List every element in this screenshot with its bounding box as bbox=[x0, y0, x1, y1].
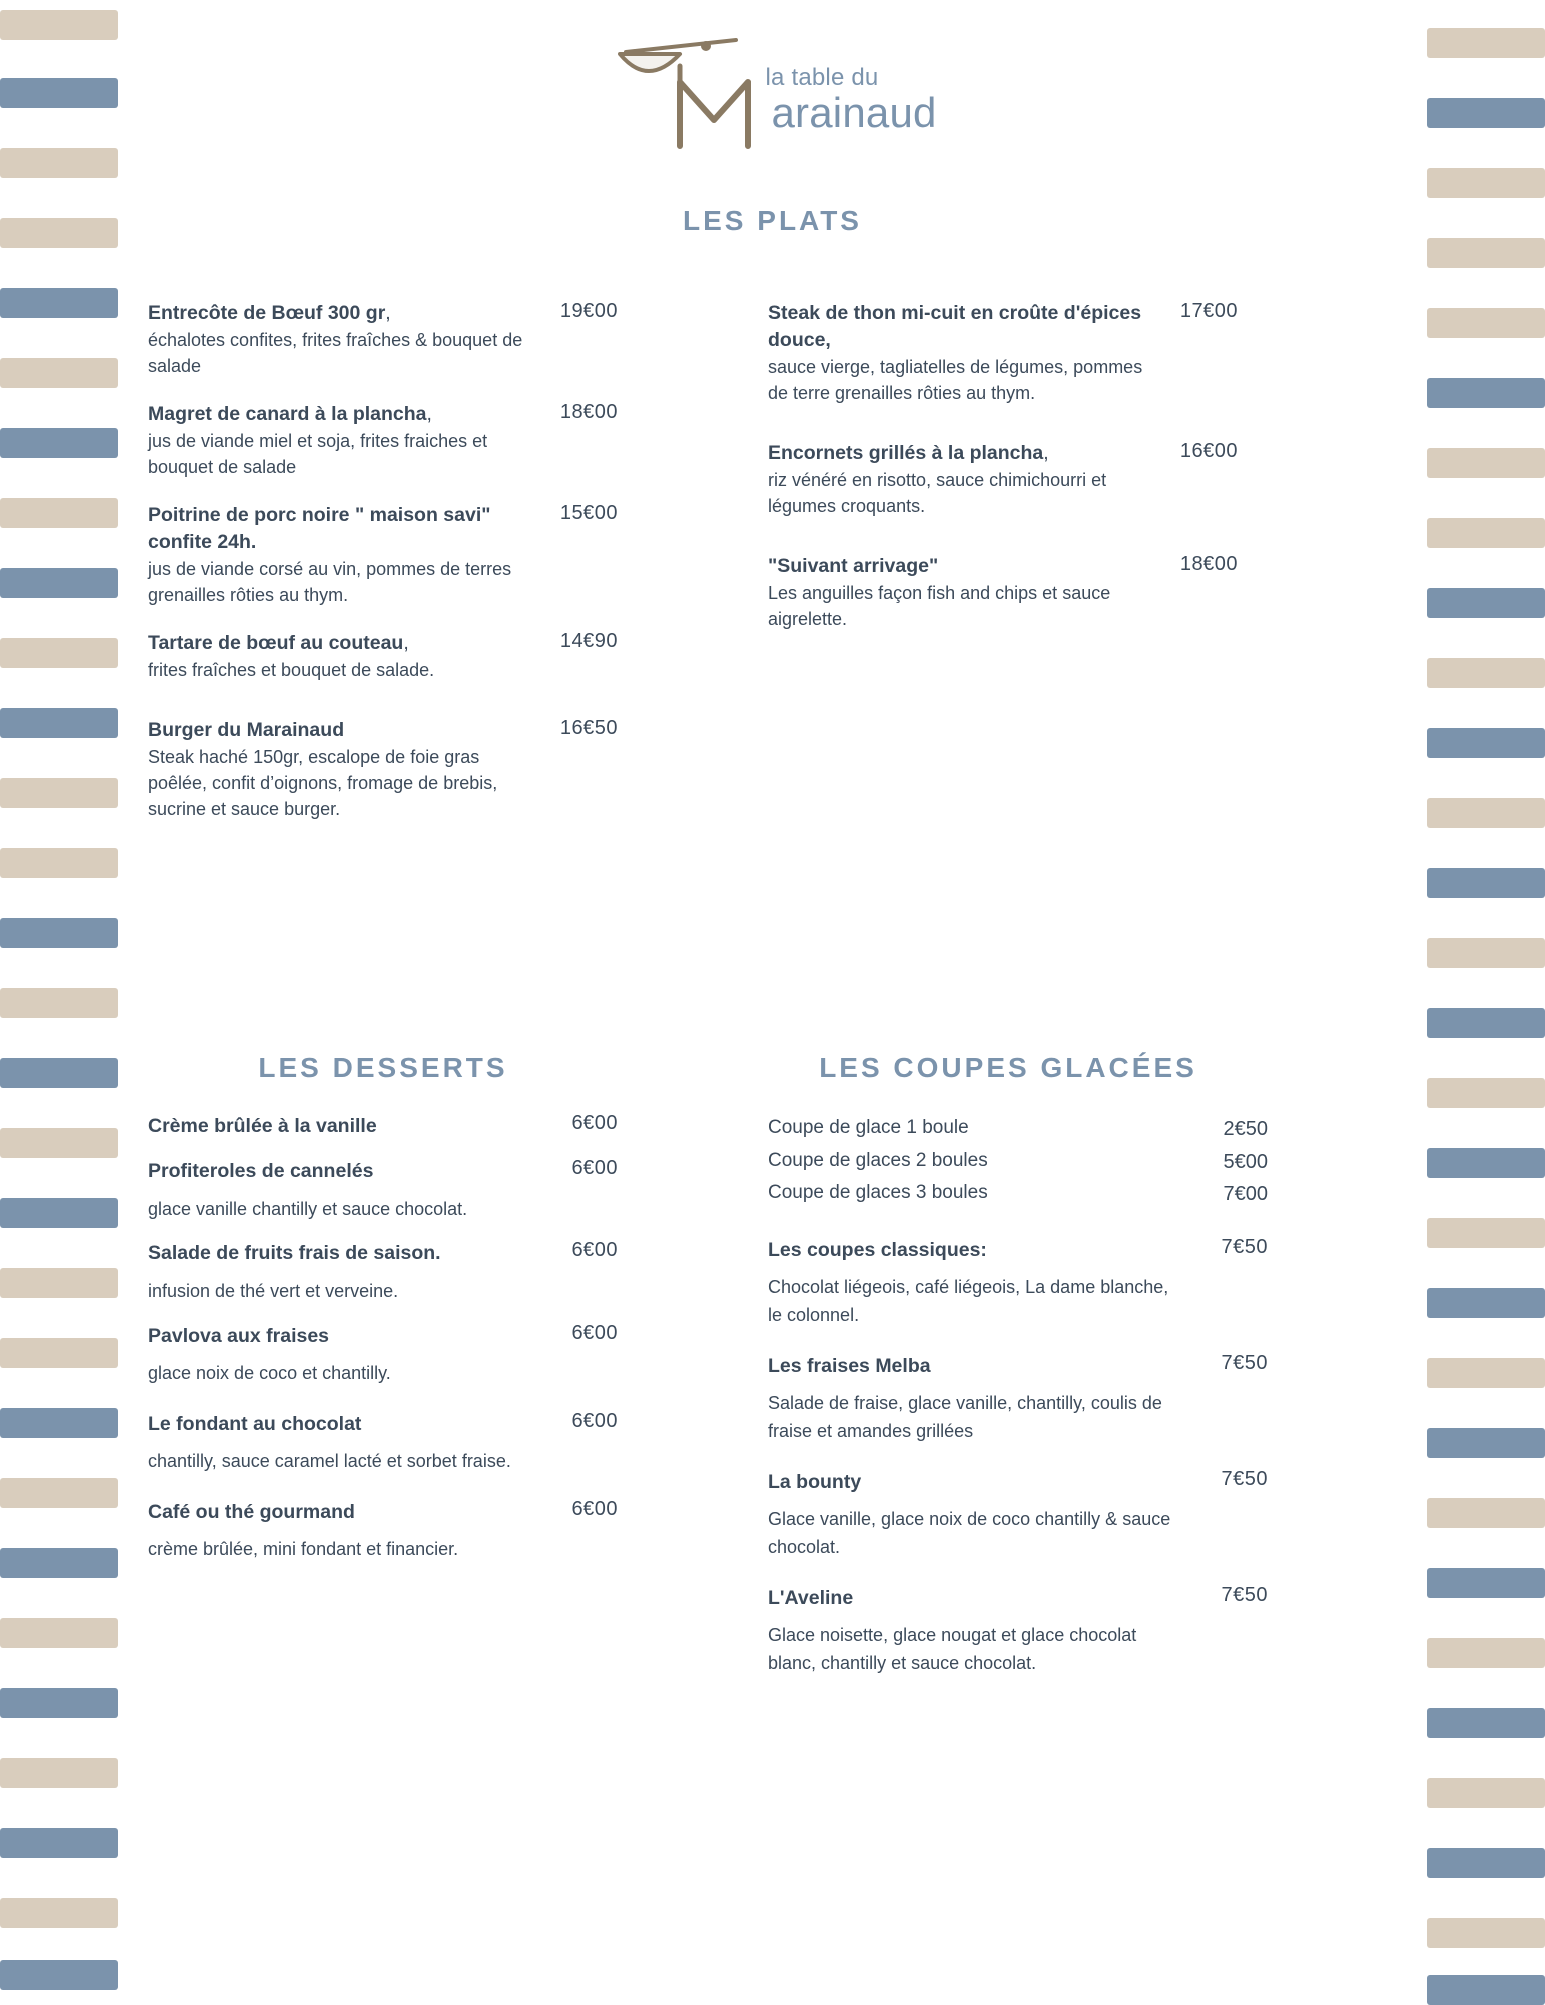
decorative-stripe bbox=[1427, 308, 1545, 338]
menu-item bbox=[148, 300, 618, 379]
menu-item bbox=[148, 1498, 618, 1564]
menu-page bbox=[118, 0, 1427, 2000]
decorative-stripe bbox=[1427, 1708, 1545, 1738]
decorative-stripe bbox=[1427, 1778, 1545, 1808]
menu-item-price: 2€50 bbox=[1223, 1118, 1268, 1140]
menu-item-price: 6€00 bbox=[571, 1239, 618, 1262]
menu-item-description: chantilly, sauce caramel lacté et sorbet fraise. bbox=[148, 1450, 511, 1471]
decorative-stripe bbox=[0, 778, 118, 808]
menu-item-name: Poitrine de porc noire " maison savi" confite 24h. bbox=[148, 504, 491, 554]
decorative-stripe bbox=[0, 1128, 118, 1158]
decorative-stripe bbox=[1427, 1638, 1545, 1668]
decorative-stripe bbox=[0, 1478, 118, 1508]
menu-item-price: 7€50 bbox=[1221, 1236, 1268, 1259]
decorative-stripe bbox=[0, 988, 118, 1018]
decorative-stripe bbox=[1427, 1498, 1545, 1528]
menu-item-name: Burger du Marainaud bbox=[148, 719, 345, 742]
decorative-stripes-right bbox=[1415, 0, 1545, 2000]
menu-item bbox=[148, 1112, 618, 1141]
decorative-stripe bbox=[0, 498, 118, 528]
menu-item bbox=[768, 1352, 1268, 1446]
decorative-stripe bbox=[1427, 1008, 1545, 1038]
menu-item bbox=[768, 440, 1238, 519]
decorative-stripe bbox=[0, 568, 118, 598]
menu-item-name: La bounty bbox=[768, 1471, 862, 1494]
menu-item-price: 7€50 bbox=[1221, 1468, 1268, 1491]
menu-item bbox=[768, 1468, 1268, 1562]
section-title-coupes-glacees: LES COUPES GLACÉES bbox=[819, 1052, 1197, 1083]
decorative-stripe bbox=[0, 1338, 118, 1368]
decorative-stripe bbox=[1427, 168, 1545, 198]
decorative-stripe bbox=[0, 1268, 118, 1298]
menu-item bbox=[768, 300, 1238, 406]
menu-item bbox=[148, 717, 618, 822]
decorative-stripe bbox=[1427, 1218, 1545, 1248]
decorative-stripe bbox=[1427, 1428, 1545, 1458]
menu-item-name: "Suivant arrivage" bbox=[768, 555, 939, 578]
decorative-stripe bbox=[1427, 1975, 1545, 2005]
menu-item-price: 18€00 bbox=[1179, 553, 1238, 576]
menu-item-name: Les coupes classiques: bbox=[768, 1239, 987, 1262]
menu-item-price: 7€50 bbox=[1221, 1352, 1268, 1375]
decorative-stripe bbox=[0, 918, 118, 948]
section-title-desserts: LES DESSERTS bbox=[258, 1052, 508, 1083]
decorative-stripe bbox=[0, 78, 118, 108]
decorative-stripe bbox=[1427, 1918, 1545, 1948]
menu-item-description: Glace vanille, glace noix de coco chantilly & sauce chocolat. bbox=[768, 1509, 1171, 1558]
menu-item-price: 15€00 bbox=[559, 502, 618, 525]
decorative-stripe bbox=[0, 1898, 118, 1928]
menu-item bbox=[768, 553, 1238, 632]
menu-item-name: Profiteroles de cannelés bbox=[148, 1160, 374, 1183]
list-item bbox=[768, 1112, 1268, 1145]
decorative-stripe bbox=[0, 358, 118, 388]
decorative-stripe bbox=[0, 1408, 118, 1438]
decorative-stripe bbox=[1427, 1848, 1545, 1878]
menu-item bbox=[148, 502, 618, 608]
coupes-simple-list bbox=[768, 1112, 1268, 1210]
menu-item-price: 17€00 bbox=[1179, 300, 1238, 322]
menu-item-price: 6€00 bbox=[571, 1112, 618, 1134]
decorative-stripe bbox=[0, 218, 118, 248]
decorative-stripe bbox=[0, 1960, 118, 1990]
decorative-stripe bbox=[1427, 98, 1545, 128]
menu-item-name: Salade de fruits frais de saison. bbox=[148, 1242, 441, 1265]
menu-item-description: Salade de fraise, glace vanille, chantilly, coulis de fraise et amandes grillées bbox=[768, 1393, 1162, 1442]
menu-item-name: Entrecôte de Bœuf 300 gr, bbox=[148, 302, 391, 324]
decorative-stripe bbox=[1427, 658, 1545, 688]
menu-item-price: 16€50 bbox=[559, 717, 618, 740]
menu-item-description: Glace noisette, glace nougat et glace chocolat blanc, chantilly et sauce chocolat. bbox=[768, 1625, 1137, 1674]
menu-item-price: 19€00 bbox=[559, 300, 618, 322]
decorative-stripe bbox=[0, 428, 118, 458]
menu-item bbox=[148, 1322, 618, 1388]
decorative-stripe bbox=[0, 1058, 118, 1088]
decorative-stripe bbox=[0, 10, 118, 40]
menu-item-description: glace vanille chantilly et sauce chocolat. bbox=[148, 1198, 468, 1219]
decorative-stripe bbox=[0, 638, 118, 668]
menu-item-name: Magret de canard à la plancha, bbox=[148, 403, 432, 426]
decorative-stripe bbox=[1427, 1078, 1545, 1108]
decorative-stripes-left bbox=[0, 0, 130, 2000]
menu-item bbox=[148, 630, 618, 683]
decorative-stripe bbox=[1427, 238, 1545, 268]
section-title-plats: LES PLATS bbox=[683, 205, 862, 236]
menu-item-name: Tartare de bœuf au couteau, bbox=[148, 632, 409, 655]
menu-item-description: infusion de thé vert et verveine. bbox=[148, 1280, 399, 1301]
menu-item bbox=[148, 1410, 618, 1476]
menu-item-price: 5€00 bbox=[1223, 1150, 1268, 1173]
menu-item-price: 14€90 bbox=[559, 630, 618, 653]
menu-item-price: 6€00 bbox=[571, 1409, 618, 1432]
decorative-stripe bbox=[0, 1828, 118, 1858]
plats-right-column bbox=[768, 300, 1238, 654]
menu-item-name: Le fondant au chocolat bbox=[148, 1412, 362, 1435]
menu-item bbox=[768, 1236, 1268, 1330]
menu-item-price: 16€00 bbox=[1179, 440, 1238, 462]
decorative-stripe bbox=[1427, 448, 1545, 478]
decorative-stripe bbox=[0, 848, 118, 878]
menu-item-name: L'Aveline bbox=[768, 1587, 854, 1610]
plats-left-column bbox=[148, 300, 618, 844]
brand-line-1: la table du bbox=[765, 64, 879, 91]
decorative-stripe bbox=[1427, 1568, 1545, 1598]
menu-item-name: Les fraises Melba bbox=[768, 1355, 931, 1378]
menu-item-name: Coupe de glaces 2 boules bbox=[768, 1149, 988, 1171]
decorative-stripe bbox=[0, 148, 118, 178]
menu-item-name: Café ou thé gourmand bbox=[148, 1500, 355, 1523]
menu-item-price: 6€00 bbox=[571, 1157, 618, 1180]
menu-item-description: jus de viande miel et soja, frites fraiches et bouquet de salade bbox=[148, 431, 488, 478]
menu-item-name: Coupe de glaces 3 boules bbox=[768, 1182, 988, 1204]
menu-item bbox=[148, 1157, 618, 1223]
brand-logo bbox=[118, 24, 1427, 154]
decorative-stripe bbox=[1427, 588, 1545, 618]
menu-item-description: échalotes confites, frites fraîches & bouquet de salade bbox=[148, 329, 523, 376]
decorative-stripe bbox=[1427, 1358, 1545, 1388]
menu-item-description: Chocolat liégeois, café liégeois, La dame blanche, le colonnel. bbox=[768, 1277, 1169, 1326]
decorative-stripe bbox=[0, 1688, 118, 1718]
menu-item-description: glace noix de coco et chantilly. bbox=[148, 1362, 391, 1383]
decorative-stripe bbox=[1427, 28, 1545, 58]
menu-item-name: Crème brûlée à la vanille bbox=[148, 1115, 377, 1137]
decorative-stripe bbox=[1427, 938, 1545, 968]
decorative-stripe bbox=[0, 708, 118, 738]
menu-item-price: 7€00 bbox=[1223, 1183, 1268, 1206]
menu-item-name: Steak de thon mi-cuit en croûte d'épices douce, bbox=[768, 302, 1142, 351]
decorative-stripe bbox=[1427, 728, 1545, 758]
decorative-stripe bbox=[0, 1758, 118, 1788]
decorative-stripe bbox=[0, 288, 118, 318]
menu-item bbox=[148, 1239, 618, 1305]
decorative-stripe bbox=[1427, 868, 1545, 898]
menu-item-price: 18€00 bbox=[559, 401, 618, 424]
menu-item-description: sauce vierge, tagliatelles de légumes, pommes de terre grenailles rôties au thym. bbox=[768, 356, 1143, 403]
menu-item-price: 6€00 bbox=[571, 1497, 618, 1520]
menu-item-description: frites fraîches et bouquet de salade. bbox=[148, 660, 435, 681]
menu-item-name: Pavlova aux fraises bbox=[148, 1324, 330, 1347]
desserts-column bbox=[148, 1112, 618, 1580]
decorative-stripe bbox=[1427, 378, 1545, 408]
menu-item-name: Coupe de glace 1 boule bbox=[768, 1117, 969, 1138]
menu-item-price: 6€00 bbox=[571, 1321, 618, 1344]
brand-line-2: arainaud bbox=[771, 89, 937, 136]
list-item bbox=[768, 1177, 1268, 1210]
menu-item-price: 7€50 bbox=[1221, 1584, 1268, 1607]
menu-item bbox=[768, 1584, 1268, 1678]
menu-item-description: Les anguilles façon fish and chips et sauce aigrelette. bbox=[768, 583, 1111, 630]
menu-item-description: crème brûlée, mini fondant et financier. bbox=[148, 1539, 459, 1560]
decorative-stripe bbox=[0, 1198, 118, 1228]
decorative-stripe bbox=[1427, 518, 1545, 548]
menu-item-description: riz vénéré en risotto, sauce chimichourri et légumes croquants. bbox=[768, 469, 1107, 516]
menu-item bbox=[148, 401, 618, 480]
decorative-stripe bbox=[1427, 1288, 1545, 1318]
decorative-stripe bbox=[0, 1548, 118, 1578]
menu-item-description: Steak haché 150gr, escalope de foie gras poêlée, confit d’oignons, fromage de brebis, sucrine et sauce burger. bbox=[148, 747, 498, 820]
coupes-glacees-column bbox=[768, 1112, 1268, 1694]
menu-item-name: Encornets grillés à la plancha, bbox=[768, 442, 1049, 464]
decorative-stripe bbox=[0, 1618, 118, 1648]
decorative-stripe bbox=[1427, 1148, 1545, 1178]
decorative-stripe bbox=[1427, 798, 1545, 828]
list-item bbox=[768, 1145, 1268, 1178]
menu-item-description: jus de viande corsé au vin, pommes de terres grenailles rôties au thym. bbox=[148, 559, 512, 606]
